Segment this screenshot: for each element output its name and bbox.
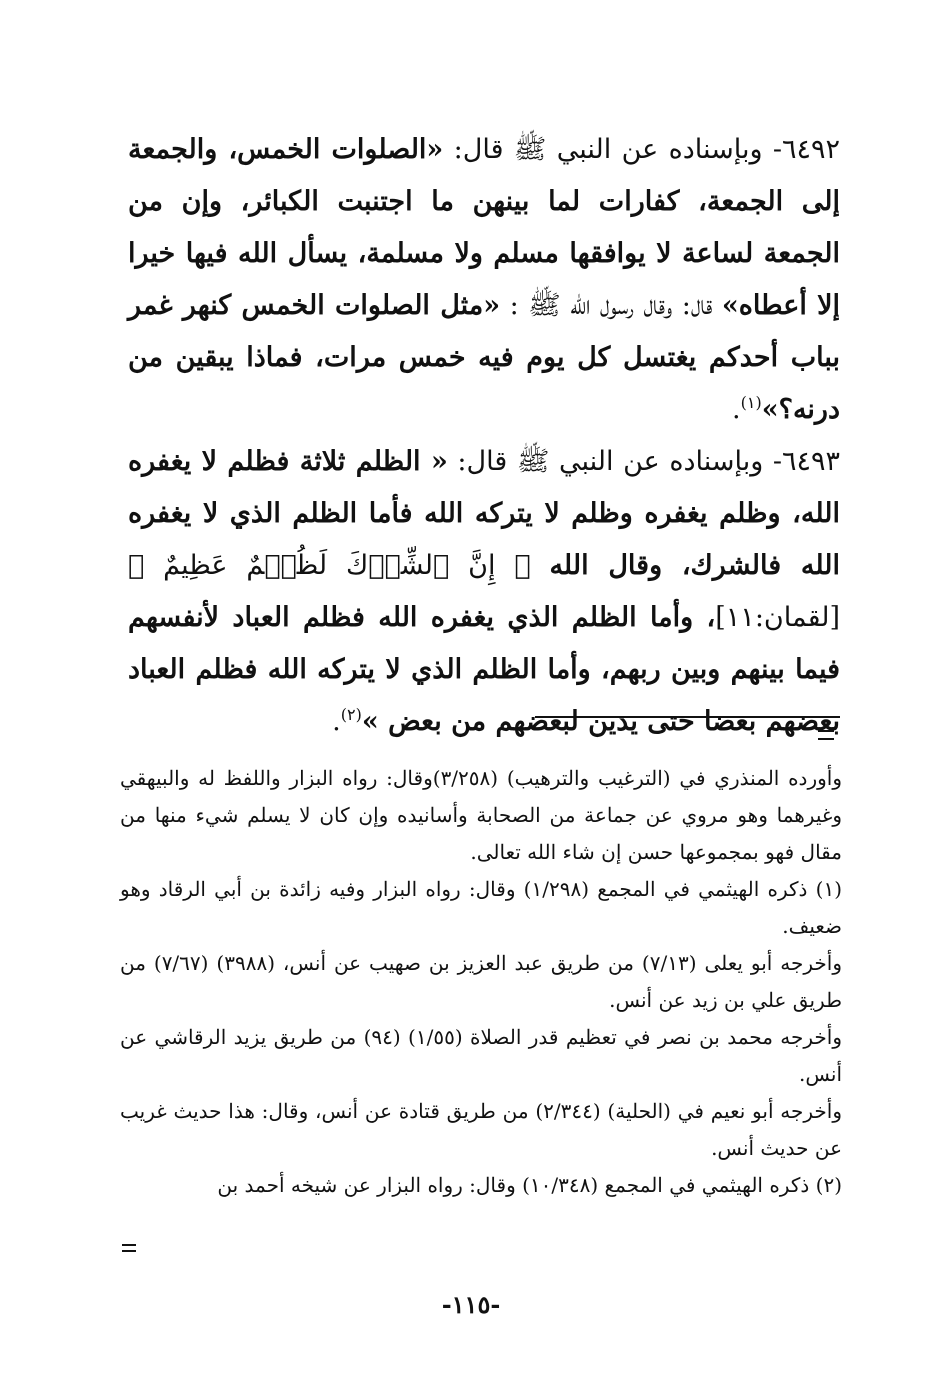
continuation-mark (818, 730, 834, 740)
footnote-separator (535, 716, 840, 718)
quran-verse: ﴿ إِنَّ ٱلشِّرۡكَ لَظُلۡمٌ عَظِيمٌ ﴾ (128, 550, 550, 581)
footnote-1: (١) ذكره الهيثمي في المجمع (١/٢٩٨) وقال: رواه البزار وفيه زائدة بن أبي الرقاد وهو ضعيف. (120, 877, 842, 938)
footnote-1-note-3: وأخرجه محمد بن نصر في تعظيم قدر الصلاة (١/٥٥) (٩٤) من طريق يزيد الرقاشي عن أنس. (120, 1025, 842, 1086)
footnote-1-note-4: وأخرجه أبو نعيم في (الحلية) (٢/٣٤٤) من طريق قتادة عن أنس، وقال: هذا حديث غريب عن حديث أنس. (120, 1099, 842, 1160)
quran-reference: [لقمان:١١] (715, 602, 840, 633)
footnote-2: (٢) ذكره الهيثمي في المجمع (١٠/٣٤٨) وقال: رواه البزار عن شيخه أحمد بن (217, 1173, 842, 1197)
footnote-ref-1: (١) (740, 393, 762, 412)
footnote-continuation: وأورده المنذري في (الترغيب والترهيب) (٣/٢٥٨)وقال: رواه البزار واللفظ له والبيهقي وغيرهما وهو مروي عن جماعة من الصحابة وأسانيده وإن كان لا يسلم شيء منها من مقال فهو بمجموعها حسن إن شاء الله تعالى. (120, 766, 842, 864)
hadith-6492-intro: ٦٤٩٢- وبإسناده عن النبي ﷺ قال: (443, 134, 840, 165)
hadith-6492-text2: «مثل الصلوات الخمس كنهر غمر بباب أحدكم يغتسل كل يوم فيه خمس مرات، فماذا يبقين من درنه؟» (128, 290, 840, 425)
hadith-6493-text2: ، وأما الظلم الذي يغفره الله فظلم العباد لأنفسهم فيما بينهم وبين ربهم، وأما الظلم الذي لا يتركه الله فظلم العباد بعضهم بعضا حتى يدين لبعضهم من بعض » (128, 602, 840, 737)
hadith-6492 (128, 124, 840, 436)
footnote-1-note-2: وأخرجه أبو يعلى (٧/١٣) من طريق عبد العزيز بن صهيب عن أنس، (٣٩٨٨) (٧/٦٧) من طريق علي بن زيد عن أنس. (120, 951, 842, 1012)
hadith-6492-end: . (732, 394, 741, 425)
footnote-ref-2: (٢) (340, 705, 362, 724)
main-text (128, 124, 840, 748)
footnote-continues-mark (122, 1244, 136, 1252)
page-number: -١١٥- (441, 1290, 501, 1319)
hadith-6493-intro: ٦٤٩٣- وبإسناده عن النبي ﷺ قال: (447, 446, 840, 477)
hadith-6493 (128, 436, 840, 748)
hadith-6492-text1: «الصلوات الخمس، والجمعة إلى الجمعة، كفارات لما بينهن ما اجتنبت الكبائر، وإن من الجمعة لساعة لا يوافقها مسلم ولا مسلمة، يسأل الله فيها خيرا إلا أعطاه» (128, 134, 840, 321)
hadith-6493-end: . (332, 706, 341, 737)
footnotes (120, 760, 842, 1204)
hadith-6492-mid: قال: وقال رسول الله ﷺ : (500, 290, 722, 321)
hadith-6493-text1: « الظلم ثلاثة فظلم لا يغفره الله، وظلم يغفره وظلم لا يتركه الله فأما الظلم الذي لا يغفره الله فالشرك، وقال الله (128, 446, 840, 581)
